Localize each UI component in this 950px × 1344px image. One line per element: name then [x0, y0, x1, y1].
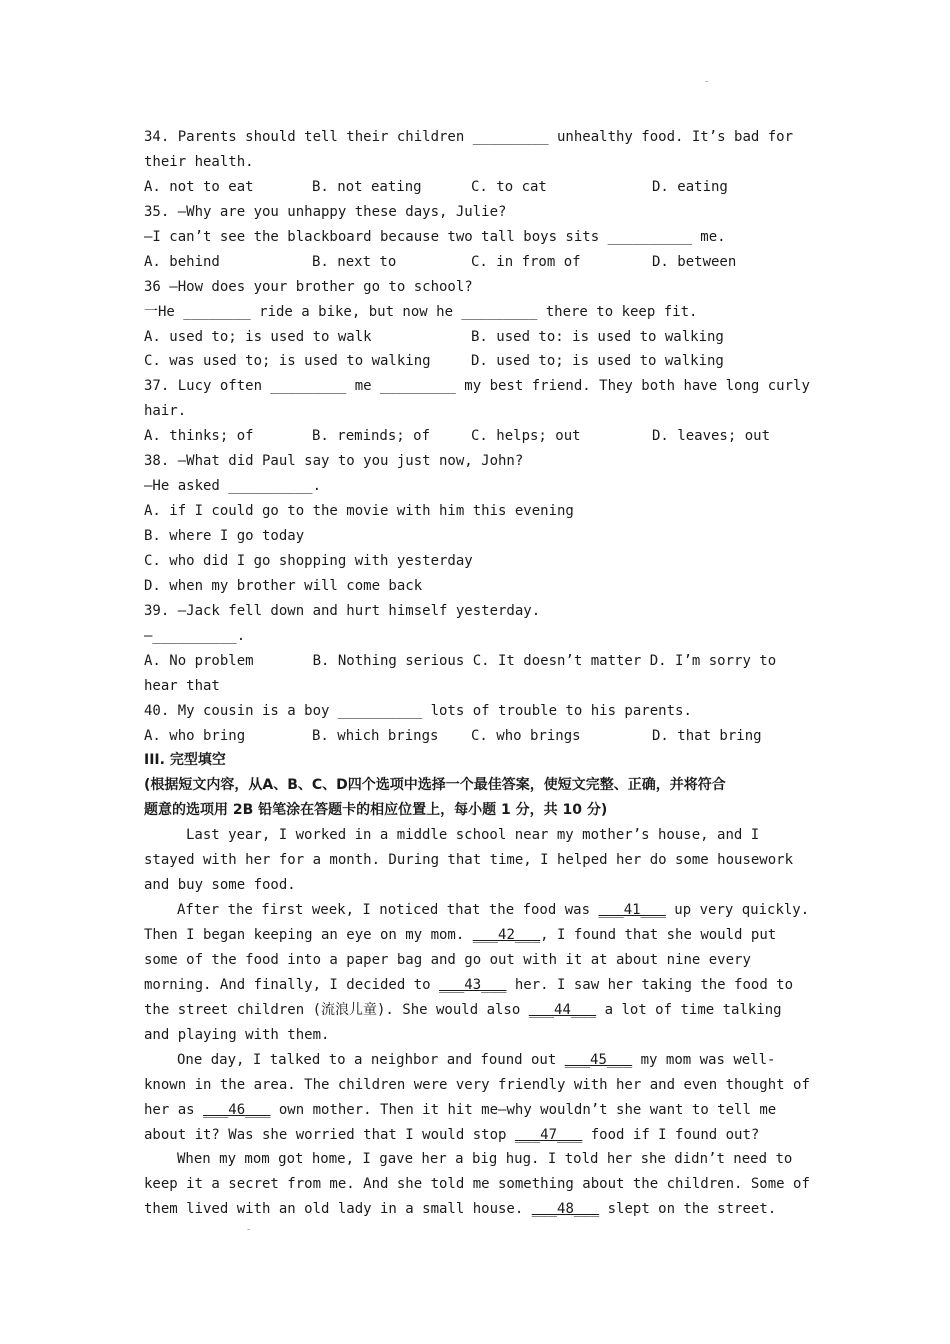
passage-text: morning. And finally, I decided to: [144, 976, 440, 993]
q37-stem-cont: hair.: [144, 403, 187, 420]
q40-option-b: B. which brings: [312, 727, 439, 744]
passage-text: One day, I talked to a neighbor and found out: [177, 1051, 565, 1068]
blank-46: ___46___: [203, 1101, 271, 1118]
q40-options: [144, 724, 812, 749]
passage-line: known in the area. The children were very friendly with her and even thought of: [144, 1076, 810, 1093]
passage-line: [144, 998, 812, 1023]
q37-option-c: C. helps; out: [471, 428, 581, 445]
q35-option-c: C. in from of: [471, 253, 581, 270]
blank-48: ___48___: [531, 1201, 600, 1218]
passage-line: [144, 1048, 812, 1073]
q36-option-b: B. used to: is used to walking: [471, 328, 724, 345]
q36-option-c: C. was used to; is used to walking: [144, 353, 431, 370]
passage-line: [144, 1098, 812, 1123]
section-instruction: (根据短文内容，从A、B、C、D四个选项中选择一个最佳答案，使短文完整、正确，并将符合: [144, 777, 726, 794]
q35-stem-cont: —I can’t see the blackboard because two tall boys sits __________ me.: [144, 228, 726, 245]
q34-option-a: A. not to eat: [144, 178, 254, 195]
q38-option-d: D. when my brother will come back: [144, 577, 423, 594]
bottom-mark: ˍ: [246, 1221, 252, 1231]
passage-text: my mom was well-: [632, 1051, 776, 1068]
q36-options-ab: [144, 325, 812, 350]
q39-options-cont: hear that: [144, 677, 220, 694]
q34-option-b: B. not eating: [312, 178, 422, 195]
passage-line: stayed with her for a month. During that time, I helped her do some housework: [144, 852, 794, 869]
q34-option-d: D. eating: [652, 178, 728, 195]
passage-text: up very quickly.: [665, 902, 810, 919]
top-mark: ˍ: [704, 73, 710, 83]
passage-line: keep it a secret from me. And she told me something about the children. Some of: [144, 1176, 810, 1193]
q37-option-d: D. leaves; out: [652, 428, 771, 445]
q40-option-d: D. that bring: [652, 727, 762, 744]
passage-text: them lived with an old lady in a small house.: [144, 1201, 532, 1218]
passage-line: and playing with them.: [144, 1026, 330, 1043]
passage-line: and buy some food.: [144, 877, 296, 894]
passage-line: [144, 898, 812, 923]
q38-stem: 38. —What did Paul say to you just now, John?: [144, 453, 524, 470]
section-title: III. 完型填空: [144, 752, 226, 769]
q37-options: [144, 424, 812, 449]
section-instruction-cont: 题意的选项用 2B 铅笔涂在答题卡的相应位置上，每小题 1 分，共 10 分): [144, 802, 608, 819]
passage-line: some of the food into a paper bag and go out with it at about nine every: [144, 951, 751, 968]
passage-text: a lot of time talking: [596, 1001, 782, 1018]
q37-stem: 37. Lucy often _________ me _________ my best friend. They both have long curly: [144, 378, 810, 395]
q37-option-a: A. thinks; of: [144, 428, 254, 445]
q37-option-b: B. reminds; of: [312, 428, 431, 445]
q35-option-a: A. behind: [144, 253, 220, 270]
q35-stem: 35. —Why are you unhappy these days, Julie?: [144, 203, 507, 220]
passage-line: [144, 1123, 812, 1148]
passage-text: her as: [144, 1101, 204, 1118]
passage-text: , I found that she would put: [540, 927, 777, 943]
passage-text: After the first week, I noticed that the food was: [177, 902, 599, 919]
q34-stem-cont: their health.: [144, 153, 254, 170]
passage-line: When my mom got home, I gave her a big hug. I told her she didn’t need to: [177, 1151, 793, 1168]
passage-text: slept on the street.: [599, 1201, 777, 1218]
q36-stem: 36 —How does your brother go to school?: [144, 278, 473, 295]
blank-41: ___41___: [598, 902, 666, 919]
passage-text: her. I saw her taking the food to: [506, 976, 794, 993]
q39-stem: 39. —Jack fell down and hurt himself yesterday.: [144, 602, 541, 619]
passage-line: [144, 1197, 812, 1222]
passage-line: [144, 973, 812, 998]
blank-45: ___45___: [564, 1051, 633, 1068]
q40-stem: 40. My cousin is a boy __________ lots of trouble to his parents.: [144, 702, 692, 719]
q34-stem: 34. Parents should tell their children _________ unhealthy food. It’s bad for: [144, 129, 794, 145]
q36-option-a: A. used to; is used to walk: [144, 328, 372, 345]
blank-43: ___43___: [439, 976, 507, 993]
q40-option-c: C. who brings: [471, 727, 581, 744]
q39-stem-cont: —__________.: [144, 627, 246, 644]
passage-text: Then I began keeping an eye on my mom.: [144, 927, 473, 943]
q38-option-b: B. where I go today: [144, 528, 305, 544]
q35-options: [144, 250, 812, 275]
blank-42: ___42___: [472, 927, 541, 943]
q34-option-c: C. to cat: [471, 178, 547, 195]
q36-option-d: D. used to; is used to walking: [471, 353, 724, 370]
q35-option-d: D. between: [652, 253, 737, 270]
q40-option-a: A. who bring: [144, 727, 246, 744]
exam-content: [144, 125, 812, 1222]
q36-options-cd: [144, 349, 812, 374]
passage-text: food if I found out?: [582, 1126, 760, 1143]
q35-option-b: B. next to: [312, 253, 397, 270]
blank-44: ___44___: [528, 1001, 597, 1018]
passage-text: the street children (流浪儿童). She would also: [144, 1001, 529, 1018]
q38-option-c: C. who did I go shopping with yesterday: [144, 552, 473, 569]
q39-options: A. No problem B. Nothing serious C. It doesn’t matter D. I’m sorry to: [144, 652, 777, 669]
q34-options: [144, 175, 812, 200]
q36-stem-cont: 一He ________ ride a bike, but now he _________ there to keep fit.: [144, 303, 698, 320]
blank-47: ___47___: [514, 1126, 583, 1143]
passage-line: Last year, I worked in a middle school near my mother’s house, and I: [186, 827, 760, 844]
passage-line: [144, 923, 812, 948]
q38-option-a: A. if I could go to the movie with him this evening: [144, 503, 574, 520]
passage-text: own mother. Then it hit me—why wouldn’t she want to tell me: [270, 1101, 777, 1118]
q38-stem-cont: —He asked __________.: [144, 478, 322, 495]
passage-text: about it? Was she worried that I would stop: [144, 1126, 515, 1143]
